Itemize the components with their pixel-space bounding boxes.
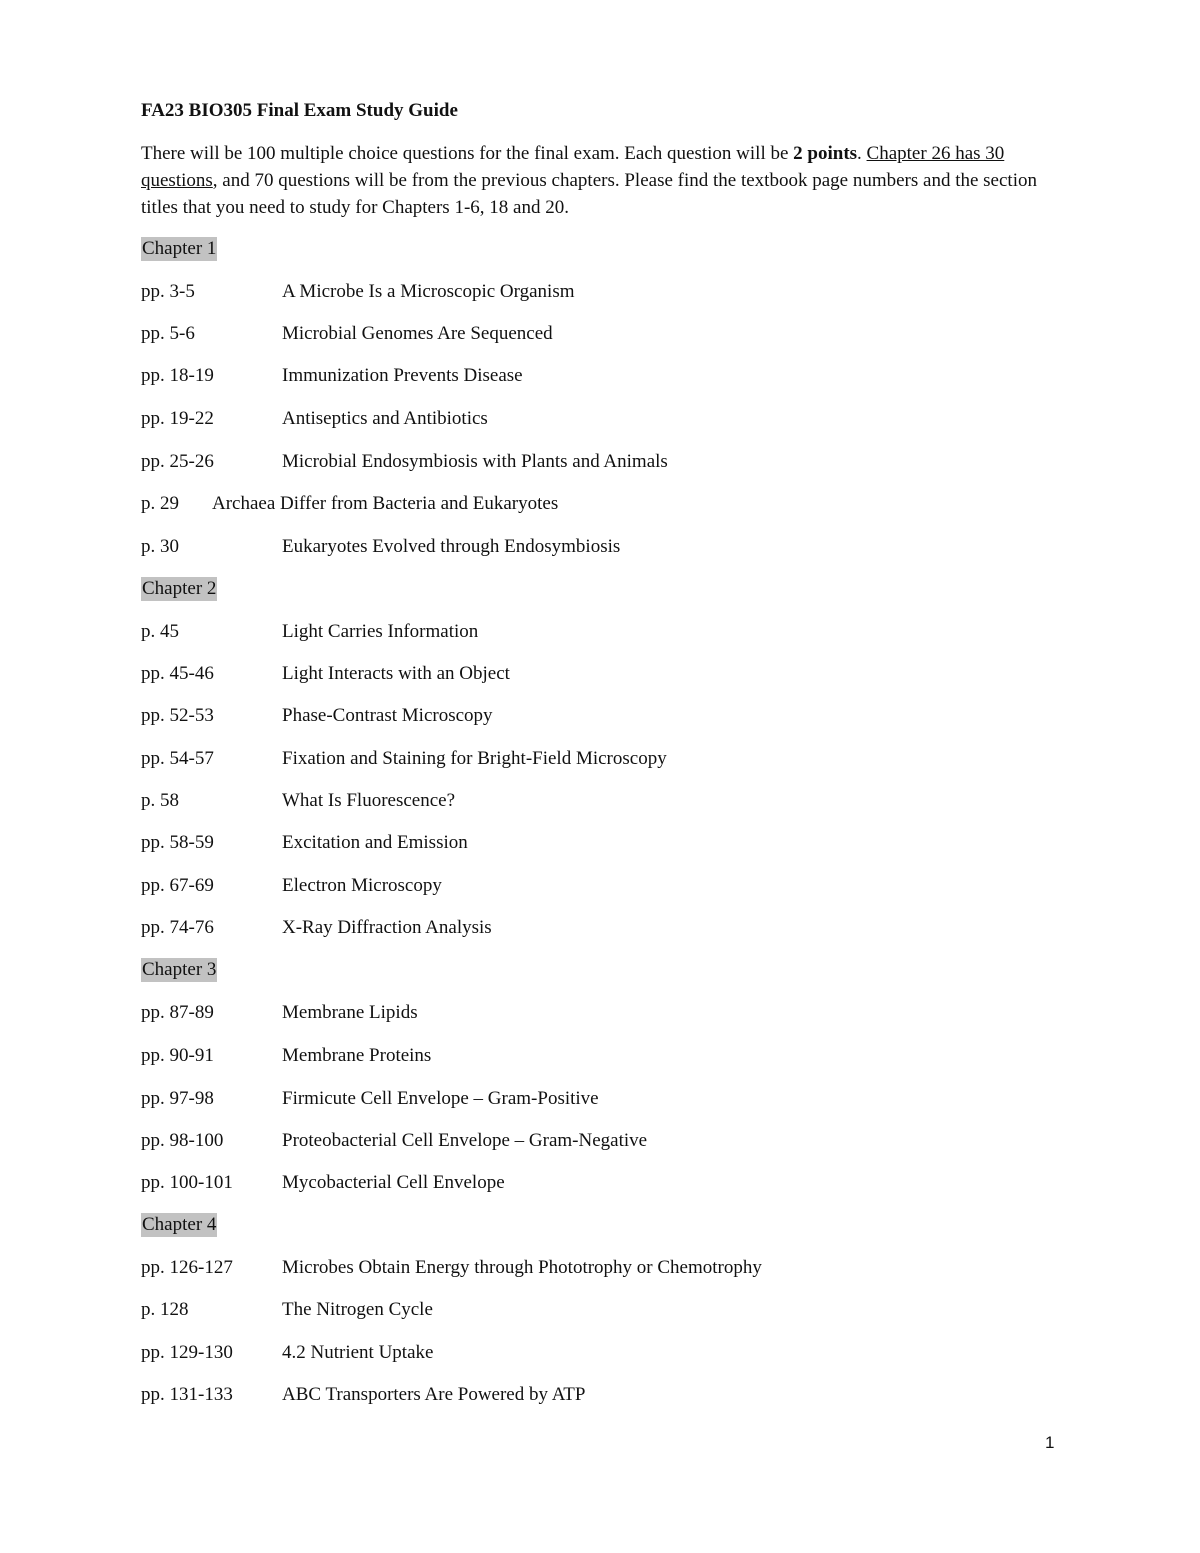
list-item bbox=[141, 322, 1041, 348]
page-range: pp. 97-98 bbox=[141, 1088, 214, 1109]
list-item bbox=[141, 407, 1041, 433]
section-title: The Nitrogen Cycle bbox=[282, 1299, 433, 1320]
page-range: pp. 52-53 bbox=[141, 705, 214, 726]
section-title: Microbial Genomes Are Sequenced bbox=[282, 323, 553, 344]
section-title: Firmicute Cell Envelope – Gram-Positive bbox=[282, 1088, 599, 1109]
page-range: pp. 45-46 bbox=[141, 663, 214, 684]
list-item bbox=[141, 1341, 1041, 1367]
list-item bbox=[141, 1256, 1041, 1282]
page-range: pp. 126-127 bbox=[141, 1257, 233, 1278]
list-item bbox=[141, 535, 1041, 561]
page-range: pp. 67-69 bbox=[141, 875, 214, 896]
section-title: What Is Fluorescence? bbox=[282, 790, 456, 811]
page-range: pp. 54-57 bbox=[141, 748, 214, 769]
chapter-heading-4: Chapter 4 bbox=[142, 1214, 217, 1235]
section-title: Light Carries Information bbox=[282, 621, 479, 642]
list-item bbox=[141, 874, 1041, 900]
list-item bbox=[141, 620, 1041, 646]
list-item bbox=[141, 364, 1041, 390]
page-range: pp. 5-6 bbox=[141, 323, 195, 344]
list-item bbox=[141, 704, 1041, 730]
page-range: p. 58 bbox=[141, 790, 179, 811]
intro-paragraph bbox=[141, 140, 1041, 221]
page-range: pp. 100-101 bbox=[141, 1172, 233, 1193]
section-title: Mycobacterial Cell Envelope bbox=[282, 1172, 505, 1193]
list-item bbox=[141, 1171, 1041, 1197]
section-title: Fixation and Staining for Bright-Field Microscopy bbox=[282, 748, 667, 769]
page-number: 1 bbox=[1045, 1433, 1055, 1452]
section-title: Electron Microscopy bbox=[282, 875, 442, 896]
list-item bbox=[141, 450, 1041, 476]
page-range: p. 30 bbox=[141, 536, 179, 557]
intro-text-1: There will be 100 multiple choice questions for the final exam. Each question will be bbox=[141, 143, 794, 164]
section-title: Antiseptics and Antibiotics bbox=[282, 408, 488, 429]
page-range: p. 128 bbox=[141, 1299, 189, 1320]
section-title: Immunization Prevents Disease bbox=[282, 365, 523, 386]
section-title: Light Interacts with an Object bbox=[282, 663, 510, 684]
section-title: Membrane Proteins bbox=[282, 1045, 432, 1066]
page-range: p. 45 bbox=[141, 621, 179, 642]
chapter-heading-2: Chapter 2 bbox=[142, 578, 217, 599]
page-range: pp. 98-100 bbox=[141, 1130, 224, 1151]
chapter-heading-1: Chapter 1 bbox=[142, 238, 217, 259]
section-title: Microbial Endosymbiosis with Plants and Animals bbox=[282, 451, 668, 472]
page-range: pp. 18-19 bbox=[141, 365, 214, 386]
page-range: pp. 87-89 bbox=[141, 1002, 214, 1023]
list-item bbox=[141, 662, 1041, 688]
intro-text-3: , and 70 questions will be from the previous chapters. Please find the textbook page numbers and the section titles that you need to study for Chapters 1-6, 18 and 20. bbox=[141, 170, 1037, 218]
list-item bbox=[141, 1383, 1041, 1409]
list-item bbox=[141, 1298, 1041, 1324]
section-title: Proteobacterial Cell Envelope – Gram-Negative bbox=[282, 1130, 648, 1151]
section-title: 4.2 Nutrient Uptake bbox=[282, 1342, 434, 1363]
page-range: pp. 74-76 bbox=[141, 917, 214, 938]
list-item bbox=[141, 916, 1041, 942]
list-item bbox=[141, 492, 1041, 518]
list-item bbox=[141, 789, 1041, 815]
section-title: ABC Transporters Are Powered by ATP bbox=[282, 1384, 586, 1405]
document-title: FA23 BIO305 Final Exam Study Guide bbox=[141, 100, 458, 121]
intro-points-bold: 2 points bbox=[793, 143, 858, 164]
list-item bbox=[141, 1001, 1041, 1027]
list-item bbox=[141, 280, 1041, 306]
page-range: pp. 90-91 bbox=[141, 1045, 214, 1066]
list-item bbox=[141, 1044, 1041, 1070]
intro-chapter26-underlined: Chapter 26 has 30 questions bbox=[141, 143, 1005, 191]
list-item bbox=[141, 1129, 1041, 1155]
list-item bbox=[141, 1087, 1041, 1113]
page-range: p. 29 bbox=[141, 493, 179, 514]
page-range: pp. 129-130 bbox=[141, 1342, 233, 1363]
intro-text-2: . bbox=[857, 143, 867, 164]
chapter-heading-3: Chapter 3 bbox=[142, 959, 217, 980]
section-title: Eukaryotes Evolved through Endosymbiosis bbox=[282, 536, 621, 557]
section-title: Membrane Lipids bbox=[282, 1002, 418, 1023]
section-title: Microbes Obtain Energy through Phototrophy or Chemotrophy bbox=[282, 1257, 762, 1278]
page-range: pp. 19-22 bbox=[141, 408, 214, 429]
section-title: A Microbe Is a Microscopic Organism bbox=[282, 281, 575, 302]
section-title: Archaea Differ from Bacteria and Eukaryotes bbox=[212, 493, 559, 514]
page-range: pp. 25-26 bbox=[141, 451, 214, 472]
list-item bbox=[141, 831, 1041, 857]
page-range: pp. 3-5 bbox=[141, 281, 195, 302]
page-range: pp. 131-133 bbox=[141, 1384, 233, 1405]
section-title: Phase-Contrast Microscopy bbox=[282, 705, 493, 726]
page-range: pp. 58-59 bbox=[141, 832, 214, 853]
section-title: X-Ray Diffraction Analysis bbox=[282, 917, 492, 938]
section-title: Excitation and Emission bbox=[282, 832, 468, 853]
list-item bbox=[141, 747, 1041, 773]
